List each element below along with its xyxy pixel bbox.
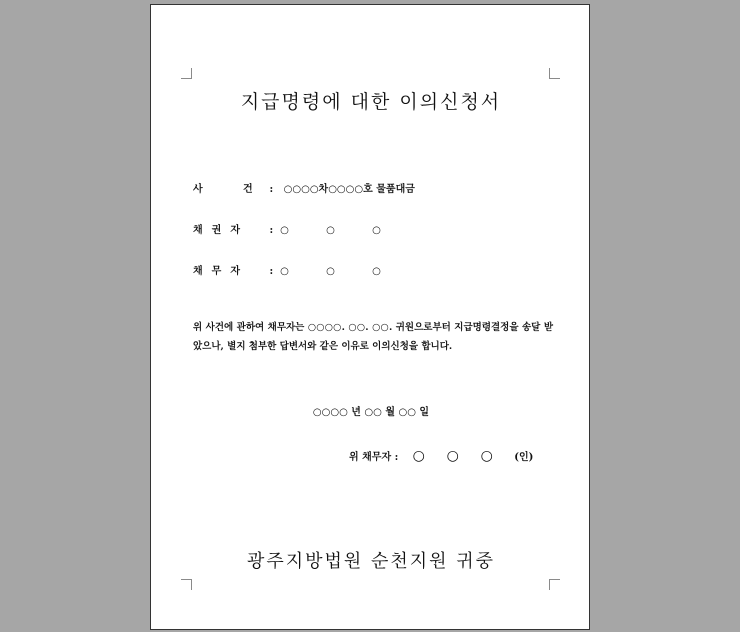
- seal-mark: (인): [514, 452, 534, 463]
- creditor-label: 채권자: [193, 225, 249, 236]
- creditor-colon: :: [269, 225, 274, 236]
- debtor-name: ○ ○ ○: [280, 266, 381, 277]
- body-paragraph: 위 사건에 관하여 채무자는 ○○○○. ○○. ○○. 귀원으로부터 지급명령결정을 송달 받았으나, 별지 첨부한 답변서와 같은 이유로 이의신청을 합니다.: [193, 322, 553, 352]
- debtor-field: [193, 262, 418, 277]
- debtor-signature: 위 채무자 : ○ ○ ○ (인): [349, 448, 534, 464]
- crop-mark-bottom-right: [549, 579, 560, 590]
- document-page: [150, 4, 590, 630]
- debtor-colon: :: [269, 266, 274, 277]
- crop-mark-top-right: [549, 68, 560, 79]
- creditor-field: [193, 221, 418, 236]
- case-field: [193, 180, 415, 195]
- case-label: 사 건: [193, 184, 253, 195]
- crop-mark-top-left: [181, 68, 192, 79]
- debtor-label: 채무자: [193, 266, 249, 277]
- court-addressee: 광주지방법원 순천지원 귀중: [246, 551, 496, 572]
- date-line: ○○○○ 년 ○○ 월 ○○ 일: [312, 407, 430, 418]
- signature-label: 위 채무자 :: [349, 452, 399, 463]
- document-title: 지급명령에 대한 이의신청서: [240, 91, 502, 113]
- crop-mark-bottom-left: [181, 579, 192, 590]
- case-value: ○○○○차○○○○호 물품대금: [283, 184, 415, 195]
- case-colon: :: [269, 184, 274, 195]
- creditor-name: ○ ○ ○: [280, 225, 381, 236]
